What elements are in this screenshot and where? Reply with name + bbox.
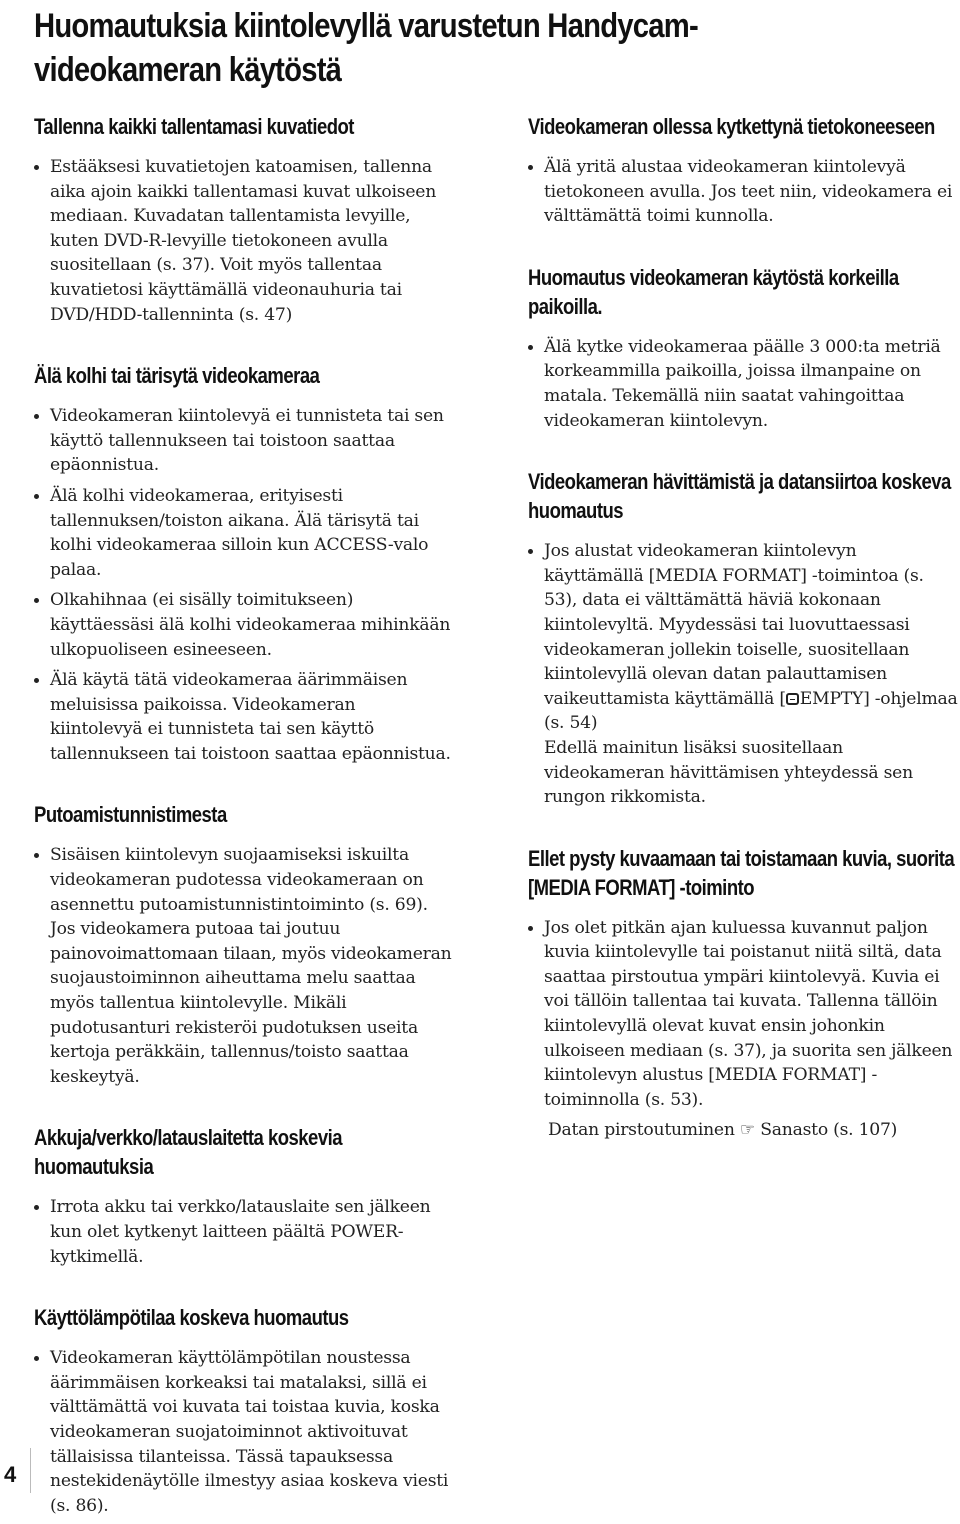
bullet-icon [34, 1205, 39, 1210]
hdd-icon [786, 693, 799, 705]
section-high-altitude [528, 263, 960, 433]
glossary-reference: Datan pirstoutuminen ☞ Sanasto (s. 107) [548, 1120, 898, 1141]
bullet-list [34, 843, 452, 1089]
bullet-list [528, 335, 960, 433]
left-column [34, 112, 452, 1524]
bullet-icon [528, 549, 533, 554]
section-drop-sensor [34, 800, 452, 1089]
pointing-hand-icon: ☞ [739, 1120, 756, 1141]
list-item: Älä kolhi videokameraa, erityisesti tallennuksen/toiston aikana. Älä tärisytä tai kolhi videokameraa silloin kun ACCESS-valo palaa. [34, 484, 452, 582]
section-save-images [34, 112, 452, 327]
bullet-list [528, 916, 960, 1113]
section-heading: Tallenna kaikki tallentamasi kuvatiedot [34, 114, 354, 139]
list-item: Estääksesi kuvatietojen katoamisen, tallenna aika ajoin kaikki tallentamasi kuvat ulkoiseen mediaan. Kuvadatan tallentamista levyille, kuten DVD-R-levyille tietokoneen avulla suositellaan (s. 37). Voit myös tallentaa kuvatietosi käyttämällä videonauhuria tai DVD/HDD-tallenninta (s. 47) [34, 155, 452, 327]
bullet-list [34, 155, 452, 327]
bullet-icon [34, 165, 39, 170]
bullet-icon [34, 1356, 39, 1361]
list-item: Jos alustat videokameran kiintolevyn käyttämällä [MEDIA FORMAT] -toimintoa (s. 53), data ei välttämättä häviä kokonaan kiintolevyltä. Myydessäsi tai luovuttaessasi videokameran jollekin toiselle, suositellaan kiintolevyllä olevan datan palauttamisen vaikeuttamista käyttämällä [ EMPTY] -ohjelmaa (s. 54) Edellä mainitun lisäksi suositellaan videokameran hävittämisen yhteydessä sen rungon rikkomista. [528, 539, 960, 810]
list-item: Videokameran kiintolevyä ei tunnisteta tai sen käyttö tallennukseen tai toistoon saattaa epäonnistua. [34, 404, 452, 478]
bullet-list [528, 539, 960, 810]
right-column [528, 112, 960, 1143]
list-item: Sisäisen kiintolevyn suojaamiseksi iskuilta videokameran pudotessa videokameraan on asennettu putoamistunnistintoiminto (s. 69). Jos videokamera putoaa tai joutuu painovoimattomaan tilaan, myös videokameran suojaustoiminnon aiheuttama melu saattaa myös tallentua kiintolevylle. Mikäli pudotusanturi rekisteröi pudotuksen useita kertoja peräkkäin, tallennus/toisto saattaa keskeytyä. [34, 843, 452, 1089]
bullet-list [34, 404, 452, 766]
bullet-icon [34, 678, 39, 683]
bullet-icon [34, 598, 39, 603]
list-item: Älä yritä alustaa videokameran kiintolevyä tietokoneen avulla. Jos teet niin, videokamera ei välttämättä toimi kunnolla. [528, 155, 960, 229]
page-title: Huomautuksia kiintolevyllä varustetun Handycam-videokameran käytöstä [34, 7, 698, 89]
section-battery-notes [34, 1123, 452, 1269]
list-item: Irrota akku tai verkko/latauslaite sen jälkeen kun olet kytkenyt laitteen päältä POWER-kytkimellä. [34, 1195, 452, 1269]
list-item: Älä kytke videokameraa päälle 3 000:ta metriä korkeammilla paikoilla, joissa ilmanpaine on matala. Tekemällä niin saatat vahingoittaa videokameran kiintolevyn. [528, 335, 960, 433]
section-heading: Putoamistunnistimesta [34, 802, 227, 828]
bullet-list [34, 1195, 452, 1269]
section-heading: Videokameran ollessa kytkettynä tietokoneeseen [528, 114, 935, 139]
section-no-shaking [34, 361, 452, 766]
bullet-icon [34, 414, 39, 419]
bullet-list [528, 155, 960, 229]
section-heading: Huomautus videokameran käytöstä korkeilla paikoilla. [528, 264, 899, 319]
list-item: Olkahihnaa (ei sisälly toimitukseen) käyttäessäsi älä kolhi videokameraa mihinkään ulkopuoliseen esineeseen. [34, 588, 452, 662]
section-heading: Akkuja/verkko/latauslaitetta koskevia huomautuksia [34, 1125, 343, 1180]
list-item: Jos olet pitkän ajan kuluessa kuvannut paljon kuvia kiintolevylle tai poistanut niitä siltä, data saattaa pirstoutua ympäri kiintolevyä. Kuvia ei voi tällöin tallentaa tai kuvata. Tallenna tällöin kiintolevyllä olevat kuvat ensin johonkin ulkoiseen mediaan (s. 37), ja suorita sen jälkeen kiintolevyn alustus [MEDIA FORMAT] -toiminnolla (s. 53). [528, 916, 960, 1113]
section-heading: Ellet pysty kuvaamaan tai toistamaan kuvia, suorita [MEDIA FORMAT] -toiminto [528, 845, 955, 900]
section-disposal [528, 467, 960, 810]
section-temperature [34, 1303, 452, 1518]
page-number-divider [30, 1448, 31, 1493]
bullet-icon [528, 345, 533, 350]
bullet-icon [34, 494, 39, 499]
list-item: Älä käytä tätä videokameraa äärimmäisen meluisissa paikoissa. Videokameran kiintolevyä ei tunnisteta tai sen käyttö tallennukseen tai toistoon saattaa epäonnistua. [34, 668, 452, 766]
page-number: 4 [4, 1462, 17, 1487]
section-connected-to-computer [528, 112, 960, 229]
list-item: Videokameran käyttölämpötilan noustessa äärimmäisen korkeaksi tai matalaksi, sillä ei välttämättä voi kuvata tai toistaa kuvia, koska videokameran suojatoiminnot aktivoituvat tällaisissa tilanteissa. Tässä tapauksessa nestekidenäytölle ilmestyy asiaa koskeva viesti (s. 86). [34, 1346, 452, 1518]
section-heading: Videokameran hävittämistä ja datansiirtoa koskeva huomautus [528, 469, 951, 524]
section-heading: Älä kolhi tai tärisytä videokameraa [34, 363, 320, 389]
bullet-icon [528, 165, 533, 170]
section-heading: Käyttölämpötilaa koskeva huomautus [34, 1305, 349, 1331]
section-media-format [528, 844, 960, 1143]
bullet-icon [528, 926, 533, 931]
bullet-icon [34, 853, 39, 858]
